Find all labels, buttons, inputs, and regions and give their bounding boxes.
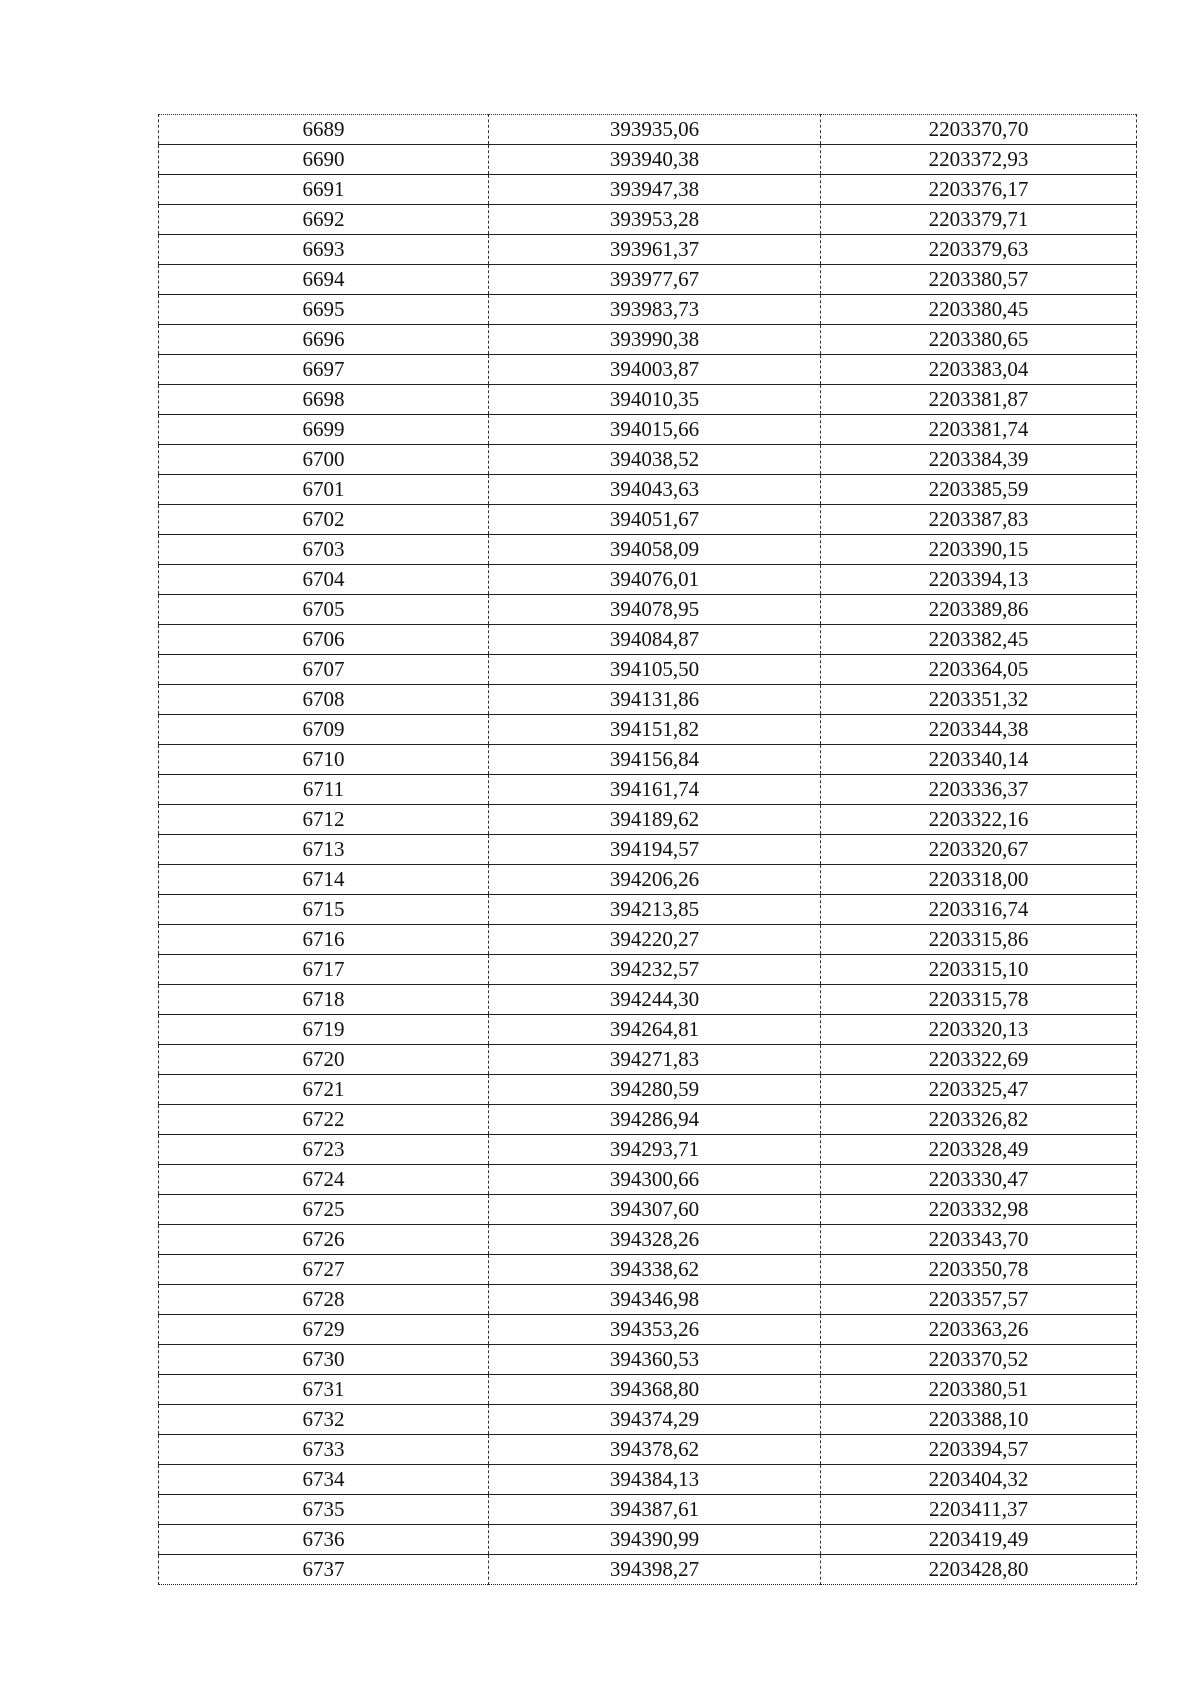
table-row — [159, 235, 1137, 265]
y-coordinate-cell: 2203370,70 — [821, 115, 1137, 145]
point-number-cell: 6708 — [159, 685, 489, 715]
point-number-cell: 6705 — [159, 595, 489, 625]
point-number-cell: 6737 — [159, 1555, 489, 1585]
table-row — [159, 925, 1137, 955]
y-coordinate-cell: 2203336,37 — [821, 775, 1137, 805]
x-coordinate-cell: 394398,27 — [489, 1555, 821, 1585]
table-row — [159, 985, 1137, 1015]
x-coordinate-cell: 394346,98 — [489, 1285, 821, 1315]
x-coordinate-cell: 394387,61 — [489, 1495, 821, 1525]
x-coordinate-cell: 394151,82 — [489, 715, 821, 745]
point-number-cell: 6723 — [159, 1135, 489, 1165]
y-coordinate-cell: 2203380,51 — [821, 1375, 1137, 1405]
y-coordinate-cell: 2203419,49 — [821, 1525, 1137, 1555]
point-number-cell: 6718 — [159, 985, 489, 1015]
x-coordinate-cell: 393990,38 — [489, 325, 821, 355]
table-row — [159, 1045, 1137, 1075]
x-coordinate-cell: 394286,94 — [489, 1105, 821, 1135]
point-number-cell: 6698 — [159, 385, 489, 415]
y-coordinate-cell: 2203350,78 — [821, 1255, 1137, 1285]
x-coordinate-cell: 394264,81 — [489, 1015, 821, 1045]
x-coordinate-cell: 394338,62 — [489, 1255, 821, 1285]
y-coordinate-cell: 2203343,70 — [821, 1225, 1137, 1255]
x-coordinate-cell: 394076,01 — [489, 565, 821, 595]
table-row — [159, 595, 1137, 625]
x-coordinate-cell: 394058,09 — [489, 535, 821, 565]
point-number-cell: 6690 — [159, 145, 489, 175]
point-number-cell: 6711 — [159, 775, 489, 805]
y-coordinate-cell: 2203388,10 — [821, 1405, 1137, 1435]
coordinates-table — [158, 114, 1137, 1585]
x-coordinate-cell: 394105,50 — [489, 655, 821, 685]
y-coordinate-cell: 2203379,63 — [821, 235, 1137, 265]
point-number-cell: 6692 — [159, 205, 489, 235]
point-number-cell: 6701 — [159, 475, 489, 505]
y-coordinate-cell: 2203316,74 — [821, 895, 1137, 925]
point-number-cell: 6717 — [159, 955, 489, 985]
point-number-cell: 6697 — [159, 355, 489, 385]
point-number-cell: 6689 — [159, 115, 489, 145]
point-number-cell: 6713 — [159, 835, 489, 865]
table-row — [159, 325, 1137, 355]
table-row — [159, 355, 1137, 385]
point-number-cell: 6709 — [159, 715, 489, 745]
y-coordinate-cell: 2203325,47 — [821, 1075, 1137, 1105]
table-row — [159, 1105, 1137, 1135]
table-row — [159, 685, 1137, 715]
table-row — [159, 565, 1137, 595]
x-coordinate-cell: 394244,30 — [489, 985, 821, 1015]
y-coordinate-cell: 2203381,87 — [821, 385, 1137, 415]
y-coordinate-cell: 2203394,13 — [821, 565, 1137, 595]
y-coordinate-cell: 2203379,71 — [821, 205, 1137, 235]
point-number-cell: 6734 — [159, 1465, 489, 1495]
x-coordinate-cell: 394220,27 — [489, 925, 821, 955]
point-number-cell: 6716 — [159, 925, 489, 955]
y-coordinate-cell: 2203394,57 — [821, 1435, 1137, 1465]
y-coordinate-cell: 2203330,47 — [821, 1165, 1137, 1195]
x-coordinate-cell: 394360,53 — [489, 1345, 821, 1375]
point-number-cell: 6730 — [159, 1345, 489, 1375]
y-coordinate-cell: 2203315,86 — [821, 925, 1137, 955]
x-coordinate-cell: 394353,26 — [489, 1315, 821, 1345]
point-number-cell: 6691 — [159, 175, 489, 205]
x-coordinate-cell: 393953,28 — [489, 205, 821, 235]
x-coordinate-cell: 394038,52 — [489, 445, 821, 475]
table-row — [159, 385, 1137, 415]
point-number-cell: 6727 — [159, 1255, 489, 1285]
x-coordinate-cell: 394084,87 — [489, 625, 821, 655]
point-number-cell: 6702 — [159, 505, 489, 535]
point-number-cell: 6715 — [159, 895, 489, 925]
point-number-cell: 6721 — [159, 1075, 489, 1105]
x-coordinate-cell: 394378,62 — [489, 1435, 821, 1465]
point-number-cell: 6725 — [159, 1195, 489, 1225]
table-row — [159, 475, 1137, 505]
y-coordinate-cell: 2203370,52 — [821, 1345, 1137, 1375]
point-number-cell: 6707 — [159, 655, 489, 685]
point-number-cell: 6724 — [159, 1165, 489, 1195]
point-number-cell: 6696 — [159, 325, 489, 355]
x-coordinate-cell: 394156,84 — [489, 745, 821, 775]
table-row — [159, 535, 1137, 565]
y-coordinate-cell: 2203315,78 — [821, 985, 1137, 1015]
x-coordinate-cell: 393940,38 — [489, 145, 821, 175]
y-coordinate-cell: 2203364,05 — [821, 655, 1137, 685]
y-coordinate-cell: 2203357,57 — [821, 1285, 1137, 1315]
point-number-cell: 6728 — [159, 1285, 489, 1315]
x-coordinate-cell: 393961,37 — [489, 235, 821, 265]
table-row — [159, 145, 1137, 175]
table-row — [159, 415, 1137, 445]
y-coordinate-cell: 2203428,80 — [821, 1555, 1137, 1585]
table-row — [159, 1525, 1137, 1555]
point-number-cell: 6726 — [159, 1225, 489, 1255]
point-number-cell: 6693 — [159, 235, 489, 265]
table-row — [159, 1345, 1137, 1375]
x-coordinate-cell: 393935,06 — [489, 115, 821, 145]
table-row — [159, 1315, 1137, 1345]
table-row — [159, 1465, 1137, 1495]
table-row — [159, 655, 1137, 685]
table-row — [159, 745, 1137, 775]
y-coordinate-cell: 2203411,37 — [821, 1495, 1137, 1525]
x-coordinate-cell: 394390,99 — [489, 1525, 821, 1555]
point-number-cell: 6700 — [159, 445, 489, 475]
x-coordinate-cell: 394300,66 — [489, 1165, 821, 1195]
point-number-cell: 6729 — [159, 1315, 489, 1345]
x-coordinate-cell: 393983,73 — [489, 295, 821, 325]
x-coordinate-cell: 394131,86 — [489, 685, 821, 715]
point-number-cell: 6733 — [159, 1435, 489, 1465]
point-number-cell: 6720 — [159, 1045, 489, 1075]
table-row — [159, 1555, 1137, 1585]
point-number-cell: 6712 — [159, 805, 489, 835]
y-coordinate-cell: 2203389,86 — [821, 595, 1137, 625]
table-row — [159, 1015, 1137, 1045]
point-number-cell: 6719 — [159, 1015, 489, 1045]
y-coordinate-cell: 2203380,65 — [821, 325, 1137, 355]
x-coordinate-cell: 394232,57 — [489, 955, 821, 985]
y-coordinate-cell: 2203380,57 — [821, 265, 1137, 295]
y-coordinate-cell: 2203328,49 — [821, 1135, 1137, 1165]
table-row — [159, 895, 1137, 925]
table-row — [159, 1165, 1137, 1195]
table-row — [159, 955, 1137, 985]
x-coordinate-cell: 393947,38 — [489, 175, 821, 205]
point-number-cell: 6699 — [159, 415, 489, 445]
y-coordinate-cell: 2203322,16 — [821, 805, 1137, 835]
table-row — [159, 265, 1137, 295]
table-row — [159, 1075, 1137, 1105]
y-coordinate-cell: 2203363,26 — [821, 1315, 1137, 1345]
x-coordinate-cell: 394368,80 — [489, 1375, 821, 1405]
table-row — [159, 505, 1137, 535]
y-coordinate-cell: 2203351,32 — [821, 685, 1137, 715]
table-row — [159, 1405, 1137, 1435]
table-row — [159, 295, 1137, 325]
x-coordinate-cell: 394078,95 — [489, 595, 821, 625]
x-coordinate-cell: 394051,67 — [489, 505, 821, 535]
y-coordinate-cell: 2203382,45 — [821, 625, 1137, 655]
table-row — [159, 175, 1137, 205]
table-row — [159, 1375, 1137, 1405]
y-coordinate-cell: 2203383,04 — [821, 355, 1137, 385]
point-number-cell: 6731 — [159, 1375, 489, 1405]
table-row — [159, 865, 1137, 895]
y-coordinate-cell: 2203340,14 — [821, 745, 1137, 775]
y-coordinate-cell: 2203380,45 — [821, 295, 1137, 325]
table-row — [159, 1195, 1137, 1225]
table-row — [159, 115, 1137, 145]
table-row — [159, 1285, 1137, 1315]
x-coordinate-cell: 394161,74 — [489, 775, 821, 805]
point-number-cell: 6694 — [159, 265, 489, 295]
x-coordinate-cell: 394271,83 — [489, 1045, 821, 1075]
table-row — [159, 1255, 1137, 1285]
x-coordinate-cell: 394384,13 — [489, 1465, 821, 1495]
y-coordinate-cell: 2203390,15 — [821, 535, 1137, 565]
y-coordinate-cell: 2203344,38 — [821, 715, 1137, 745]
x-coordinate-cell: 394194,57 — [489, 835, 821, 865]
table-row — [159, 715, 1137, 745]
point-number-cell: 6703 — [159, 535, 489, 565]
y-coordinate-cell: 2203315,10 — [821, 955, 1137, 985]
y-coordinate-cell: 2203387,83 — [821, 505, 1137, 535]
table-row — [159, 775, 1137, 805]
y-coordinate-cell: 2203381,74 — [821, 415, 1137, 445]
point-number-cell: 6735 — [159, 1495, 489, 1525]
table-row — [159, 205, 1137, 235]
y-coordinate-cell: 2203322,69 — [821, 1045, 1137, 1075]
point-number-cell: 6695 — [159, 295, 489, 325]
y-coordinate-cell: 2203385,59 — [821, 475, 1137, 505]
y-coordinate-cell: 2203376,17 — [821, 175, 1137, 205]
y-coordinate-cell: 2203404,32 — [821, 1465, 1137, 1495]
point-number-cell: 6722 — [159, 1105, 489, 1135]
table-row — [159, 445, 1137, 475]
table-row — [159, 1495, 1137, 1525]
x-coordinate-cell: 394015,66 — [489, 415, 821, 445]
y-coordinate-cell: 2203332,98 — [821, 1195, 1137, 1225]
point-number-cell: 6706 — [159, 625, 489, 655]
table-row — [159, 625, 1137, 655]
y-coordinate-cell: 2203318,00 — [821, 865, 1137, 895]
point-number-cell: 6732 — [159, 1405, 489, 1435]
point-number-cell: 6704 — [159, 565, 489, 595]
point-number-cell: 6736 — [159, 1525, 489, 1555]
x-coordinate-cell: 394307,60 — [489, 1195, 821, 1225]
x-coordinate-cell: 394374,29 — [489, 1405, 821, 1435]
point-number-cell: 6710 — [159, 745, 489, 775]
x-coordinate-cell: 394293,71 — [489, 1135, 821, 1165]
x-coordinate-cell: 394213,85 — [489, 895, 821, 925]
y-coordinate-cell: 2203384,39 — [821, 445, 1137, 475]
x-coordinate-cell: 394280,59 — [489, 1075, 821, 1105]
x-coordinate-cell: 394043,63 — [489, 475, 821, 505]
x-coordinate-cell: 394206,26 — [489, 865, 821, 895]
y-coordinate-cell: 2203320,13 — [821, 1015, 1137, 1045]
y-coordinate-cell: 2203372,93 — [821, 145, 1137, 175]
table-row — [159, 835, 1137, 865]
x-coordinate-cell: 394189,62 — [489, 805, 821, 835]
x-coordinate-cell: 394010,35 — [489, 385, 821, 415]
y-coordinate-cell: 2203326,82 — [821, 1105, 1137, 1135]
x-coordinate-cell: 394328,26 — [489, 1225, 821, 1255]
y-coordinate-cell: 2203320,67 — [821, 835, 1137, 865]
x-coordinate-cell: 393977,67 — [489, 265, 821, 295]
coordinates-table-body — [159, 115, 1137, 1585]
point-number-cell: 6714 — [159, 865, 489, 895]
table-row — [159, 1225, 1137, 1255]
x-coordinate-cell: 394003,87 — [489, 355, 821, 385]
table-row — [159, 1435, 1137, 1465]
table-row — [159, 805, 1137, 835]
table-row — [159, 1135, 1137, 1165]
